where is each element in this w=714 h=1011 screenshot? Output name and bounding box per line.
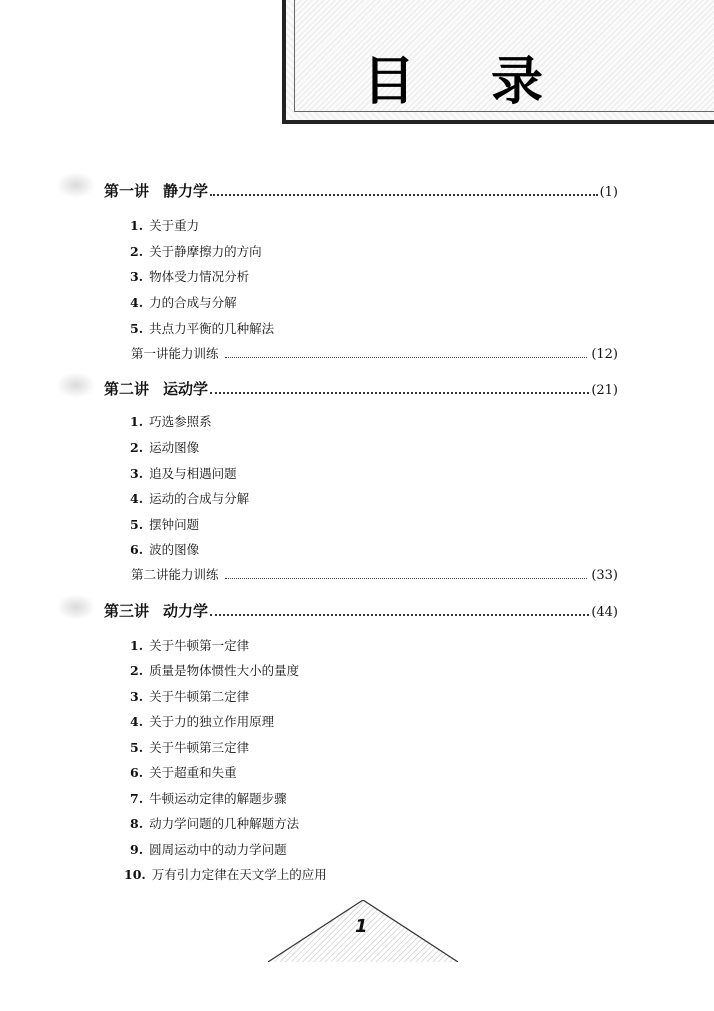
item-text: 摆钟问题 bbox=[149, 517, 200, 532]
item-number: 6. bbox=[130, 542, 144, 557]
chapter-subtitle: 运动学 bbox=[163, 380, 209, 398]
toc-item[interactable] bbox=[130, 438, 199, 456]
toc-item[interactable] bbox=[130, 814, 299, 832]
training-text: 第一讲能力训练 bbox=[131, 346, 219, 361]
item-number: 6. bbox=[130, 765, 144, 780]
chapter-title: 第一讲 bbox=[104, 182, 150, 200]
item-text: 追及与相遇问题 bbox=[149, 466, 237, 481]
chapter-title: 第二讲 bbox=[104, 380, 150, 398]
item-number: 5. bbox=[130, 517, 144, 532]
toc-training-2[interactable] bbox=[131, 565, 618, 583]
item-number: 7. bbox=[130, 791, 144, 806]
item-text: 运动图像 bbox=[149, 440, 200, 455]
item-number: 5. bbox=[130, 740, 144, 755]
page-number: 1 bbox=[355, 916, 368, 937]
item-text: 波的图像 bbox=[149, 542, 200, 557]
item-number: 10. bbox=[124, 867, 146, 882]
item-text: 关于静摩擦力的方向 bbox=[149, 244, 262, 259]
toc-item[interactable] bbox=[130, 489, 249, 507]
leader-dots bbox=[225, 357, 588, 358]
item-text: 万有引力定律在天文学上的应用 bbox=[151, 867, 327, 882]
item-text: 关于牛顿第二定律 bbox=[149, 689, 250, 704]
item-text: 关于超重和失重 bbox=[149, 765, 237, 780]
toc-item[interactable] bbox=[130, 216, 199, 234]
item-number: 1. bbox=[130, 638, 144, 653]
toc-item[interactable] bbox=[130, 712, 274, 730]
chapter-title: 第三讲 bbox=[104, 602, 150, 620]
toc-chapter-1[interactable] bbox=[104, 180, 618, 201]
item-number: 3. bbox=[130, 689, 144, 704]
item-number: 8. bbox=[130, 816, 144, 831]
item-number: 2. bbox=[130, 244, 144, 259]
item-text: 物体受力情况分析 bbox=[149, 269, 250, 284]
chapter-page: (21) bbox=[591, 383, 618, 398]
toc-item[interactable] bbox=[130, 515, 199, 533]
title-char-1: 目 bbox=[363, 52, 416, 112]
item-number: 3. bbox=[130, 269, 144, 284]
item-text: 动力学问题的几种解题方法 bbox=[149, 816, 300, 831]
toc-training-1[interactable] bbox=[131, 344, 618, 362]
title-box bbox=[282, 0, 714, 124]
toc-item[interactable] bbox=[130, 319, 274, 337]
item-number: 4. bbox=[130, 295, 144, 310]
toc-item[interactable] bbox=[130, 789, 287, 807]
toc-item[interactable] bbox=[130, 412, 212, 430]
toc-item[interactable] bbox=[130, 293, 237, 311]
scan-smudge bbox=[56, 594, 96, 620]
item-text: 关于重力 bbox=[149, 218, 200, 233]
toc-item[interactable] bbox=[130, 687, 249, 705]
item-number: 4. bbox=[130, 714, 144, 729]
training-page: (33) bbox=[591, 568, 618, 583]
leader-dots bbox=[210, 614, 589, 616]
leader-dots bbox=[225, 578, 588, 579]
item-number: 5. bbox=[130, 321, 144, 336]
chapter-page: (44) bbox=[591, 605, 618, 620]
item-text: 关于牛顿第三定律 bbox=[149, 740, 250, 755]
toc-item[interactable] bbox=[130, 763, 237, 781]
item-text: 运动的合成与分解 bbox=[149, 491, 250, 506]
training-text: 第二讲能力训练 bbox=[131, 567, 219, 582]
leader-dots bbox=[210, 194, 598, 196]
item-text: 共点力平衡的几种解法 bbox=[149, 321, 275, 336]
toc-item[interactable] bbox=[130, 636, 249, 654]
chapter-page: (1) bbox=[599, 185, 618, 200]
scan-smudge bbox=[56, 172, 96, 198]
toc-item[interactable] bbox=[124, 865, 327, 883]
toc-item[interactable] bbox=[130, 267, 249, 285]
item-text: 关于力的独立作用原理 bbox=[149, 714, 275, 729]
toc-item[interactable] bbox=[130, 840, 287, 858]
toc-item[interactable] bbox=[130, 738, 249, 756]
toc-chapter-3[interactable] bbox=[104, 600, 618, 621]
toc-item[interactable] bbox=[130, 540, 199, 558]
item-text: 力的合成与分解 bbox=[149, 295, 237, 310]
leader-dots bbox=[210, 392, 589, 394]
toc-chapter-2[interactable] bbox=[104, 378, 618, 399]
item-text: 牛顿运动定律的解题步骤 bbox=[149, 791, 287, 806]
toc-item[interactable] bbox=[130, 464, 237, 482]
scan-smudge bbox=[56, 372, 96, 398]
training-page: (12) bbox=[591, 347, 618, 362]
item-text: 圆周运动中的动力学问题 bbox=[149, 842, 287, 857]
item-number: 1. bbox=[130, 218, 144, 233]
item-number: 1. bbox=[130, 414, 144, 429]
item-number: 2. bbox=[130, 663, 144, 678]
page-footer bbox=[268, 900, 458, 962]
chapter-subtitle: 动力学 bbox=[163, 602, 209, 620]
toc-item[interactable] bbox=[130, 242, 262, 260]
item-text: 质量是物体惯性大小的量度 bbox=[149, 663, 300, 678]
item-text: 巧选参照系 bbox=[149, 414, 212, 429]
item-number: 4. bbox=[130, 491, 144, 506]
title-char-2: 录 bbox=[491, 52, 544, 112]
item-number: 3. bbox=[130, 466, 144, 481]
item-number: 9. bbox=[130, 842, 144, 857]
item-number: 2. bbox=[130, 440, 144, 455]
toc-item[interactable] bbox=[130, 661, 299, 679]
item-text: 关于牛顿第一定律 bbox=[149, 638, 250, 653]
chapter-subtitle: 静力学 bbox=[163, 182, 209, 200]
title-box-inner bbox=[294, 0, 714, 112]
